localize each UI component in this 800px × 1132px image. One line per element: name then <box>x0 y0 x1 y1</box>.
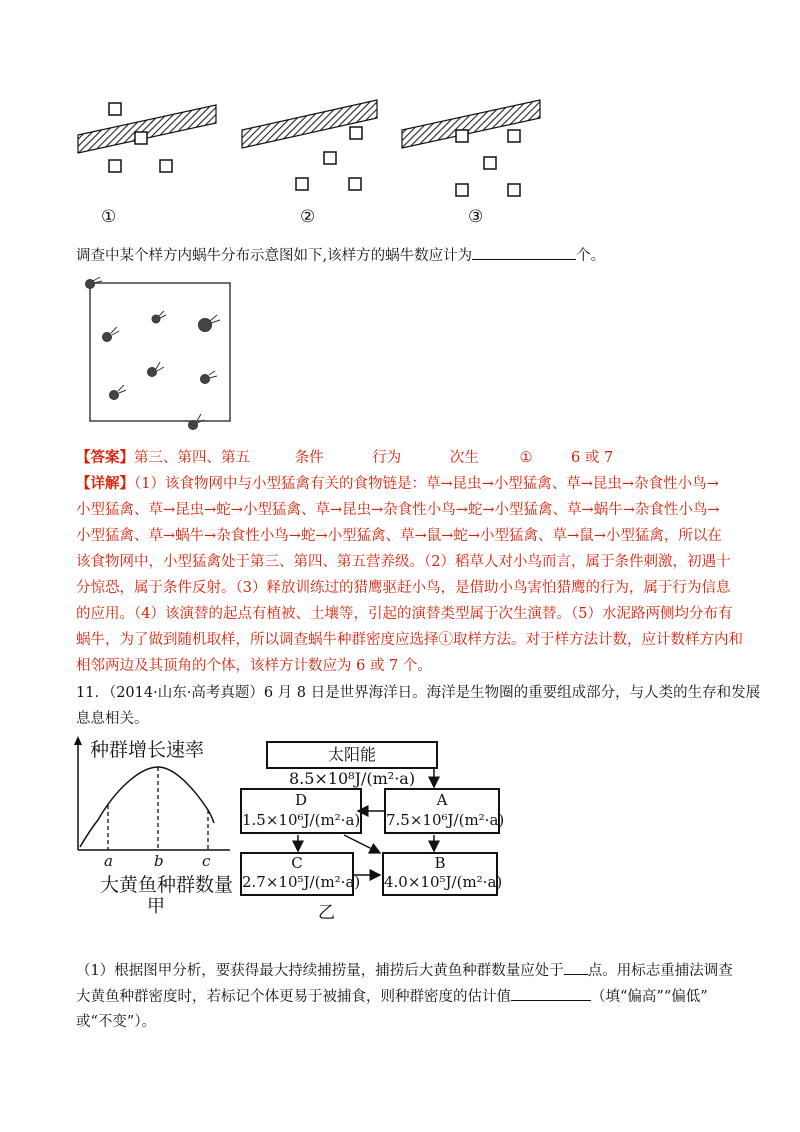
snail-question-suffix: 个。 <box>576 248 606 264</box>
q11-part1-text-2b: （填“偏高”“偏低” <box>591 989 708 1005</box>
energy-box-B-value: 4.0×10⁵J/(m²·a) <box>384 873 503 891</box>
figure-jia-tick-a: a <box>104 852 113 870</box>
answer-item-4: 次生 <box>449 450 479 466</box>
snail-question-text: 调查中某个样方内蜗牛分布示意图如下,该样方的蜗牛数应计为 <box>76 248 473 264</box>
sampling-diagram-1 <box>78 103 216 172</box>
question-11-line-2: 息息相关。 <box>76 711 149 727</box>
energy-box-C-value: 2.7×10⁵J/(m²·a) <box>242 873 361 891</box>
figure-jia-caption: 甲 <box>147 896 165 917</box>
explanation-line-5: 分惊恐，属于条件反射。（3）释放训练过的猎鹰驱赶小鸟，是借助小鸟害怕猎鹰的行为，属于行为信息 <box>76 580 731 596</box>
figure-jia-tick-c: c <box>202 852 211 870</box>
q11-part1-line-3: 或“不变”）。 <box>76 1014 157 1030</box>
energy-box-B <box>382 852 503 896</box>
question-11-line-1: 11．（2014·山东·高考真题）6 月 8 日是世界海洋日。海洋是生物圈的重要组成部分，与人类的生存和发展 <box>76 685 761 701</box>
sampling-diagram-3 <box>402 100 540 196</box>
answer-item-5: ① <box>519 450 533 466</box>
q11-part1-text-2a: 大黄鱼种群密度时，若标记个体更易于被捕食，则种群密度的估计值 <box>76 989 511 1005</box>
answer-line <box>76 448 613 468</box>
q11-part1-line-1 <box>76 960 733 981</box>
answer-item-3: 行为 <box>372 450 402 466</box>
energy-box-A-name: A <box>436 791 448 809</box>
energy-box-D-value: 1.5×10⁶J/(m²·a) <box>242 811 361 829</box>
answer-blank-estimate <box>511 986 591 1001</box>
energy-box-C <box>240 852 361 896</box>
energy-box-B-name: B <box>434 854 446 872</box>
answer-item-2: 条件 <box>294 450 324 466</box>
explanation-line-2: 小型猛禽、草→昆虫→蛇→小型猛禽、草→昆虫→杂食性小鸟→蛇→小型猛禽、草→蜗牛→杂食性小鸟→ <box>76 502 720 518</box>
figure-jia-xlabel: 大黄鱼种群数量 <box>100 874 234 896</box>
answer-item-1: 第三、第四、第五 <box>134 450 250 466</box>
explanation-line-4: 该食物网中，小型猛禽处于第三、第四、第五营养级。（2）稻草人对小鸟而言，属于条件刺激，初遇十 <box>76 554 731 570</box>
explanation-line-1 <box>76 474 719 494</box>
figure-jia-ylabel: 种群增长速率 <box>90 739 205 761</box>
figure-jia-tick-b: b <box>154 852 164 870</box>
explanation-line-8: 相邻两边及其顶角的个体，该样方计数应为 6 或 7 个。 <box>76 658 432 674</box>
energy-box-D-name: D <box>294 791 308 809</box>
energy-box-D <box>240 788 362 834</box>
energy-box-solar <box>266 741 438 788</box>
explanation-text-1: （1）该食物网中与小型猛禽有关的食物链是：草→昆虫→小型猛禽、草→昆虫→杂食性小鸟→ <box>134 476 719 492</box>
explanation-line-3: 小型猛禽、草→蜗牛→杂食性小鸟→蛇→小型猛禽、草→鼠→蛇→小型猛禽、草→鼠→小型猛禽，所以在 <box>76 528 722 544</box>
energy-box-A-value: 7.5×10⁶J/(m²·a) <box>386 811 505 829</box>
figure-yi-caption: 乙 <box>318 903 335 923</box>
q11-part1-text-1b: 点。用标志重捕法调查 <box>587 963 733 979</box>
sampling-label-1: ① <box>101 207 117 227</box>
snail-question <box>76 245 605 266</box>
snail-quadrat-figure <box>80 275 240 435</box>
sampling-diagram-2 <box>242 100 377 190</box>
sampling-label-3: ③ <box>468 207 484 227</box>
energy-solar-label: 太阳能8.5×10⁸J/(m²·a) <box>288 745 416 788</box>
answer-tag: 【答案】 <box>76 449 134 466</box>
q11-part1-line-2 <box>76 986 708 1007</box>
explanation-line-6: 的应用。（4）该演替的起点有植被、土壤等，引起的演替类型属于次生演替。（5）水泥路两侧均分布有 <box>76 606 733 622</box>
energy-box-A <box>384 788 505 834</box>
answer-item-6: 6 或 7 <box>571 450 614 466</box>
q11-part1-text-1a: （1）根据图甲分析，要获得最大持续捕捞量，捕捞后大黄鱼种群数量应处于 <box>76 963 564 979</box>
answer-blank-point <box>564 960 588 975</box>
answer-blank <box>472 245 576 260</box>
explanation-line-7: 蜗牛，为了做到随机取样，所以调查蜗牛种群密度应选择①取样方法。对于样方法计数，应计数样方内和 <box>76 632 743 648</box>
sampling-label-2: ② <box>300 207 316 227</box>
energy-box-C-name: C <box>291 854 303 872</box>
explanation-tag: 【详解】 <box>76 475 134 492</box>
